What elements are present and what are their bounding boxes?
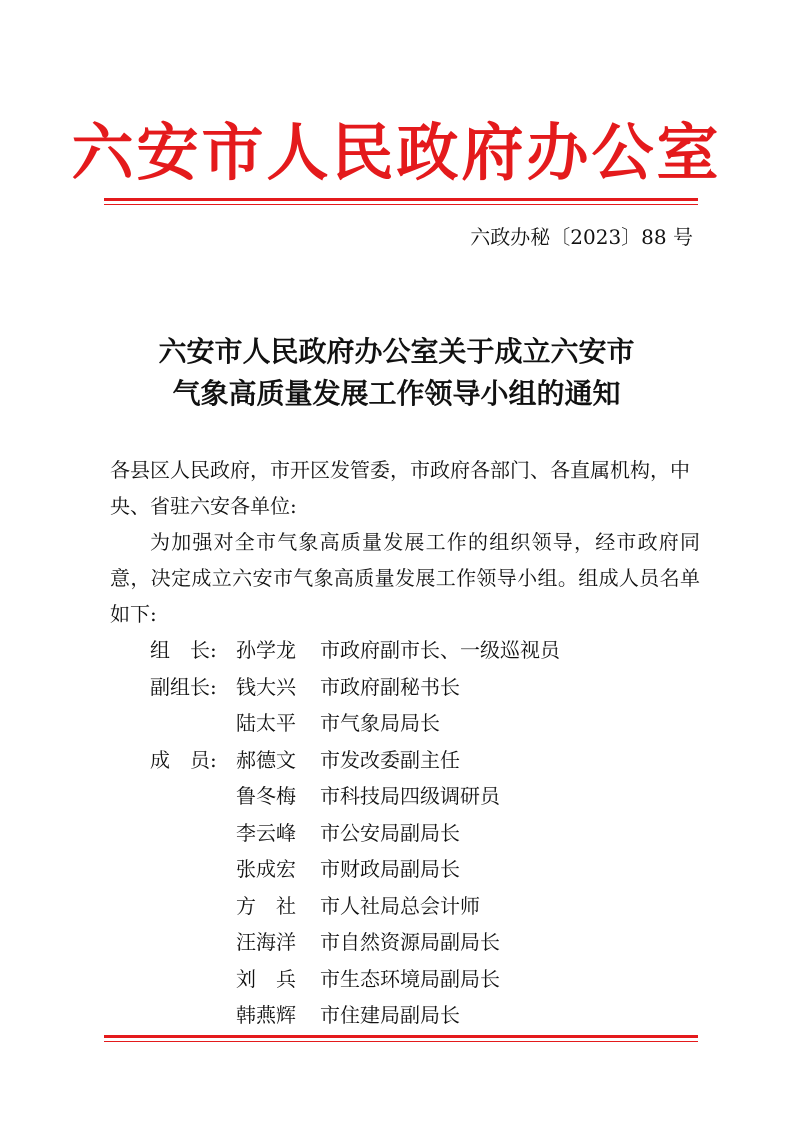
member-position: 市科技局四级调研员 [320,784,500,808]
member-name: 韩燕辉 [236,1003,296,1027]
addressee: 各县区人民政府，市开区发管委，市政府各部门、各直属机构，中央、省驻六安各单位: [110,458,690,518]
member-position: 市发改委副主任 [320,747,460,772]
member-position: 市气象局局长 [320,711,440,735]
footer-rule-thick [104,1035,698,1038]
member-role: 组 长: [150,638,217,662]
intro-paragraph: 为加强对全市气象高质量发展工作的组织领导，经市政府同意，决定成立六安市气象高质量发展工作领导小组。组成人员名单如下: [110,530,700,626]
member-name: 孙学龙 [236,638,296,662]
member-name: 张成宏 [236,857,296,881]
member-name: 方 社 [236,893,296,918]
member-role: 成 员: [150,747,217,772]
member-position: 市住建局副局长 [320,1003,460,1027]
member-name: 鲁冬梅 [236,784,296,808]
document-title-line-1: 六安市人民政府办公室关于成立六安市 [158,335,635,368]
member-name: 郝德文 [236,747,296,772]
document-number: 六政办秘〔2023〕88 号 [470,225,693,249]
member-name: 陆太平 [236,711,296,735]
member-position: 市生态环境局副局长 [320,966,500,991]
member-position: 市财政局副局长 [320,857,460,881]
member-position: 市人社局总会计师 [320,893,480,918]
issuer-masthead: 六安市人民政府办公室 [71,116,722,189]
member-position: 市自然资源局副局长 [320,930,500,954]
document-title-line-2: 气象高质量发展工作领导小组的通知 [172,377,621,410]
member-name: 李云峰 [236,820,296,845]
member-name: 刘 兵 [236,966,296,991]
header-rule-thin [104,204,698,205]
member-name: 汪海洋 [236,930,296,954]
member-position: 市政府副市长、一级巡视员 [320,638,560,662]
member-name: 钱大兴 [236,674,296,699]
member-position: 市政府副秘书长 [320,674,460,699]
member-role: 副组长: [150,674,217,699]
member-position: 市公安局副局长 [320,820,460,845]
header-rule-thick [104,198,698,201]
footer-rule-thin [104,1041,698,1042]
